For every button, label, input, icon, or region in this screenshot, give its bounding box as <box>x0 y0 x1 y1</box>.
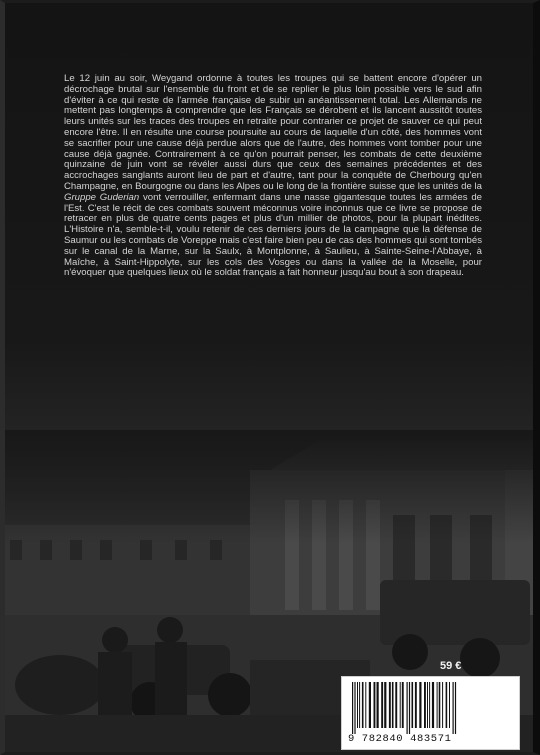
barcode-bar <box>446 682 448 728</box>
barcode-bar <box>354 682 355 734</box>
barcode-bar <box>412 682 414 728</box>
barcode-bar <box>427 682 428 728</box>
barcode-bar <box>395 682 397 728</box>
isbn-barcode <box>341 676 520 750</box>
barcode-bar <box>384 682 386 728</box>
price-label: 59 € <box>440 660 462 672</box>
barcode-bar <box>419 682 421 728</box>
barcode-bar <box>409 682 410 734</box>
back-cover-blurb <box>64 74 482 279</box>
barcode-bar <box>424 682 426 728</box>
barcode-bar <box>455 682 456 734</box>
barcode-bar <box>374 682 376 728</box>
barcode-bar <box>377 682 379 728</box>
barcode-bar <box>381 682 383 728</box>
barcode-bar <box>432 682 434 728</box>
barcode-bar <box>362 682 364 728</box>
barcode-bar <box>402 682 404 728</box>
blurb-text-part-1: Le 12 juin au soir, Weygand ordonne à toutes les troupes qui se battent encore d'opérer un décrochage brutal sur l'ensemble du front et de se replier le plus loin possible vers le sud afin d'éviter à ce qui reste de l'armée française de subir un anéantissement total. Les Allemands ne mettent pas longtemps à comprendre que les Français se dérobent et ils lancent aussitôt toutes leurs unités sur les traces des troupes en retraite pour contrarier ce projet de sauver ce qui peut encore l'être. Il en résulte une course poursuite au cours de laquelle d'un côté, des hommes vont se sacrifier pour une cause déjà perdue alors que de l'autre, des hommes vont tomber pour une cause déjà gagnée. Contrairement à ce qu'on pourrait penser, les combats de cette deuxième quinzaine de juin vont se révéler aussi durs que ceux des semaines précédentes et des accrochages sanglants auront lieu de part et d'autre, tant pour la conquête de Cherbourg qu'en Champagne, en Bourgogne ou dans les Alpes ou le long de la frontière suisse que les unités de la <box>64 73 482 192</box>
barcode-bar <box>415 682 417 728</box>
barcode-bar <box>407 682 408 734</box>
barcode-bar <box>439 682 441 728</box>
barcode-bar <box>369 682 371 728</box>
barcode-bar <box>442 682 443 728</box>
barcode-bars <box>350 682 511 734</box>
barcode-bar <box>352 682 353 734</box>
barcode-digits: 9 782840 483571 <box>348 733 452 745</box>
blurb-text-part-2: vont verrouiller, enfermant dans une nasse gigantesque toutes les armées de l'Est. C'est le récit de ces combats souvent méconnus voire inconnus que ce livre se propose de retracer en plus de quatre cents pages et plus d'un millier de photos, pour la plupart inédites. L'Histoire n'a, semble-t-il, voulu retenir de ces derniers jours de la campagne que la défense de Saumur ou les combats de Voreppe mais c'est faire bien peu de cas des hommes qui sont tombés sur le canal de la Marne, sur la Saulx, à Montplonne, à Saulieu, à Sainte-Seine-l'Abbaye, à Maîche, à Saint-Hippolyte, sur les cols des Vosges ou dans la vallée de la Moselle, pour n'évoquer que quelques lieux où le soldat français a fait honneur jusqu'au bout à son drapeau. <box>64 191 482 279</box>
barcode-bar <box>389 682 391 728</box>
barcode-bar <box>429 682 430 728</box>
barcode-bar <box>453 682 454 734</box>
barcode-bar <box>449 682 450 728</box>
barcode-bar <box>357 682 358 728</box>
blurb-emphasis-gruppe-guderian: Gruppe Guderian <box>64 191 140 203</box>
barcode-bar <box>392 682 394 728</box>
barcode-bar <box>400 682 401 728</box>
barcode-bar <box>365 682 366 728</box>
barcode-bar <box>359 682 360 728</box>
barcode-bar <box>437 682 438 728</box>
